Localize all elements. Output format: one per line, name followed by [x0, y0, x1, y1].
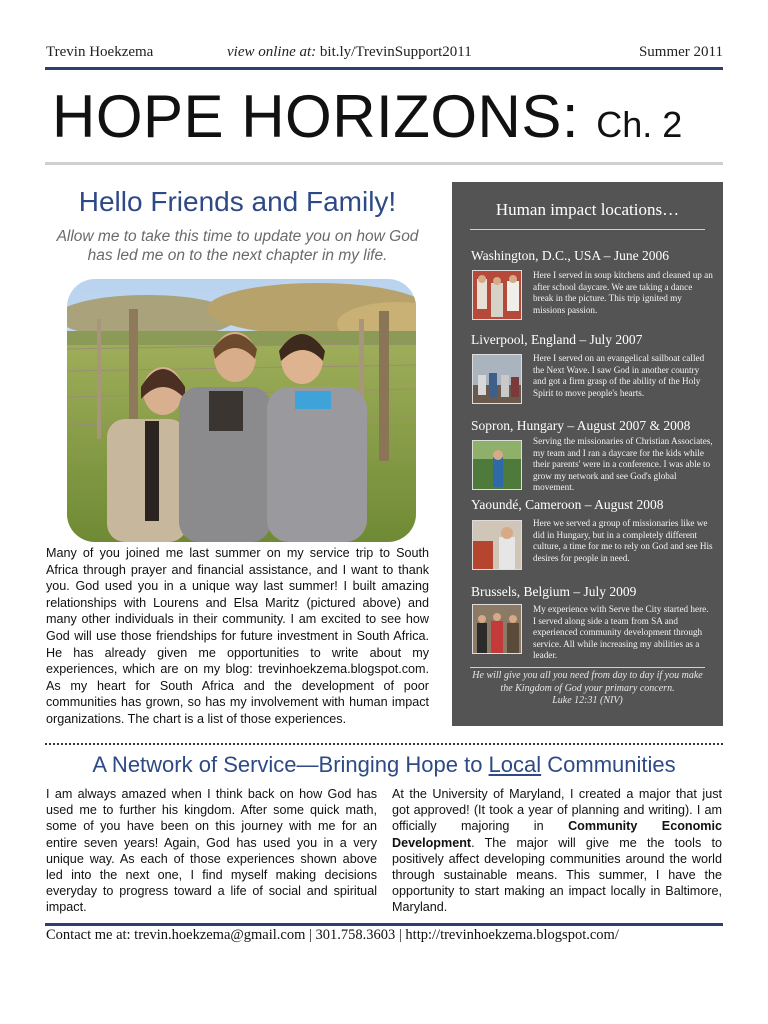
location-heading: Liverpool, England – July 2007	[471, 332, 643, 347]
verse-text: He will give you all you need from day to day if you make the Kingdom of God your primary concern.	[472, 670, 703, 694]
location-photo	[472, 354, 522, 404]
location-photo	[472, 604, 522, 654]
header-row	[46, 44, 723, 64]
network-title-part: A Network of Service—Bringing Hope to	[92, 752, 489, 777]
network-right-column	[392, 786, 722, 916]
network-title-underlined: Local	[488, 752, 542, 777]
greeting-intro: Allow me to take this time to update you on how God has led me on to the next chapter in my life.	[56, 228, 419, 264]
online-link-line	[227, 44, 472, 61]
location-photo	[472, 270, 522, 320]
author-name: Trevin Hoekzema	[46, 44, 154, 60]
location-photo	[472, 520, 522, 570]
network-left-column: I am always amazed when I think back on how God has used me to further his kingdom. After some quick math, some of you have been on this journey with me for an entire seven years! Again, God has used you in a very unique way. As each of those experiences shown above led into the next one, I find myself making decisions everyday to progress toward a life of social and spiritual impact.	[46, 787, 377, 915]
bible-verse	[470, 670, 705, 708]
masthead	[52, 84, 682, 158]
panel-title: Human impact locations…	[495, 200, 680, 219]
location-heading: Washington, D.C., USA – June 2006	[471, 248, 670, 263]
right-text-part: . The major will give me the tools to positively affect developing communities around the world through sustainable means. This summer, I have the opportunity to start making an impact locally in Baltimore, Maryland.	[392, 835, 722, 915]
location-heading: Sopron, Hungary – August 2007 & 2008	[471, 418, 691, 433]
section-divider	[45, 743, 723, 745]
location-heading: Yaoundé, Cameroon – August 2008	[471, 497, 664, 512]
location-description: Here I served on an evangelical sailboat called the Next Wave. I saw God in another country and got a firm grasp of the ability of the Holy Spirit to move people's hearts.	[533, 353, 705, 398]
major-name: Community Economic Development	[392, 819, 722, 850]
location-description: Here I served in soup kitchens and cleaned up an after school daycare. We are taking a dance break in the picture. This trip ignited my missions passion.	[533, 270, 713, 315]
footer-divider	[45, 923, 723, 926]
header-divider	[45, 67, 723, 70]
right-text-part: At the University of Maryland, I created a major that just got approved! (It took a year of planning and writing). I am officially majoring in	[392, 787, 722, 834]
intro-body-text: Many of you joined me last summer on my service trip to South Africa through prayer and financial assistance, and I want to thank you. God used you in a unique way last summer! I built amazing relationships with Lourens and Elsa Maritz (pictured above) and many other individuals in their community. I am excited to see how God will use those friendships for future investment in South Africa. He has already given me opportunities to write about my experiences, which are on my blog: trevinhoekzema.blogspot.com. As my heart for South Africa and the development of poor communities has grown, so has my involvement with human impact organizations. The chart is a list of those experiences.	[46, 546, 429, 726]
verse-divider	[470, 667, 705, 668]
greeting-heading: Hello Friends and Family!	[78, 186, 397, 217]
masthead-divider	[45, 162, 723, 165]
online-url[interactable]: bit.ly/TrevinSupport2011	[319, 44, 472, 60]
contact-line: Contact me at: trevin.hoekzema@gmail.com | 301.758.3603 | http://trevinhoekzema.blogspot.com/	[46, 927, 619, 943]
masthead-chapter: Ch. 2	[596, 104, 683, 145]
impact-locations-panel	[452, 182, 723, 726]
network-title-part: Communities	[541, 752, 676, 777]
network-section-title	[45, 752, 723, 778]
online-label: view online at:	[227, 44, 317, 60]
location-description: My experience with Serve the City started here. I served along side a team from SA and experienced community development through service. All while increasing my abilities as a leader.	[533, 604, 709, 661]
season-label: Summer 2011	[638, 44, 723, 60]
masthead-title: HOPE HORIZONS:	[52, 83, 580, 150]
location-heading: Brussels, Belgium – July 2009	[471, 584, 637, 599]
group-photo	[67, 279, 416, 542]
location-description: Here we served a group of missionaries like we did in Hungary, but in a completely different culture, a time for me to rely on God and see His desires for people in need.	[533, 518, 713, 563]
verse-reference: Luke 12:31 (NIV)	[552, 695, 623, 706]
location-photo	[472, 440, 522, 490]
location-description: Serving the missionaries of Christian Associates, my team and I ran a daycare for the kids while their parents' were in a conference. I was able to grow my network and see God's global movement.	[533, 436, 713, 493]
panel-title-divider	[470, 229, 705, 230]
